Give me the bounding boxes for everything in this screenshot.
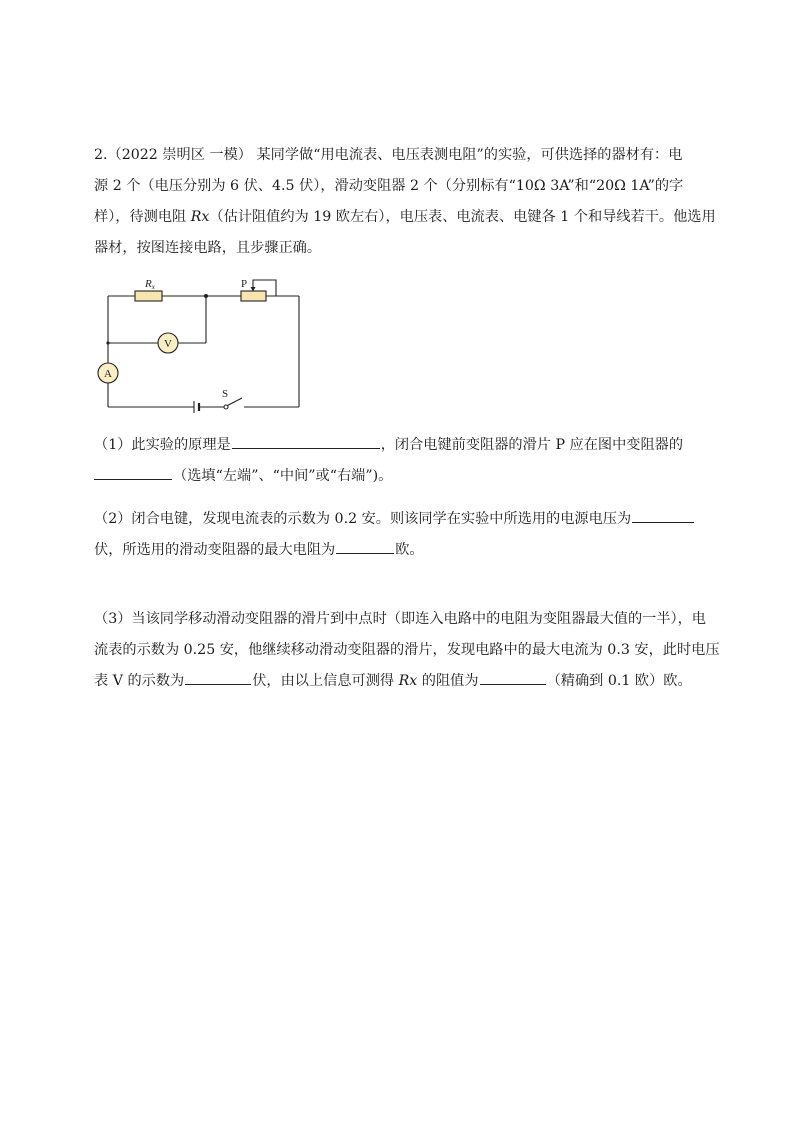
q2-line-2 <box>94 535 700 566</box>
rx-label: Rx <box>145 278 155 291</box>
sub-question-3 <box>94 604 720 697</box>
rx-symbol-q3: Rx <box>398 673 418 689</box>
q1-blank-principle[interactable] <box>232 432 380 449</box>
q1-line-1 <box>94 430 700 461</box>
q3-blank-rx-value[interactable] <box>480 668 546 685</box>
q3-line-1: （3）当该同学移动滑动变阻器的滑片到中点时（即连入电路中的电阻为变阻器最大值的一半），电 <box>94 611 706 627</box>
question-stem <box>94 140 716 264</box>
circuit-diagram <box>96 272 306 414</box>
rx-symbol: Rx <box>190 209 210 225</box>
ammeter-label: A <box>104 368 112 380</box>
sub-question-1 <box>94 430 700 492</box>
p-label: P <box>241 278 248 290</box>
q3-text-d: （精确到 0.1 欧）欧。 <box>546 673 692 689</box>
q3-text-b: 伏，由以上信息可测得 <box>252 673 399 689</box>
q3-line-2: 流表的示数为 0.25 安，他继续移动滑动变阻器的滑片，发现电路中的最大电流为 0.3 安，此时电压 <box>94 642 720 658</box>
stem-line-3 <box>94 202 716 233</box>
rheostat <box>241 291 266 301</box>
sub-question-2 <box>94 504 700 566</box>
stem-line-1: 2.（2022 崇明区 一模） 某同学做“用电流表、电压表测电阻”的实验，可供选择的器材有：电 <box>94 147 683 163</box>
q1-text-b: ，闭合电键前变阻器的滑片 P 应在图中变阻器的 <box>380 437 684 453</box>
stem-line-2: 源 2 个（电压分别为 6 伏、4.5 伏），滑动变阻器 2 个（分别标有“10Ω 3A”和“20Ω 1A”的字 <box>94 178 684 194</box>
stem-line-4: 器材，按图连接电路，且步骤正确。 <box>94 240 322 256</box>
q3-text-a: 表 V 的示数为 <box>94 673 185 689</box>
q3-text-c: 的阻值为 <box>417 673 479 689</box>
q2-text-a: （2）闭合电键，发现电流表的示数为 0.2 安。则该同学在实验中所选用的电源电压为 <box>94 511 632 527</box>
voltmeter-label: V <box>164 338 172 350</box>
q3-blank-voltmeter[interactable] <box>185 668 251 685</box>
q1-text-a: （1）此实验的原理是 <box>94 437 231 453</box>
q2-blank-resistance[interactable] <box>336 537 394 554</box>
resistor-rx <box>135 291 162 301</box>
stem-line-3-end: （估计阻值约为 19 欧左右），电压表、电流表、电键各 1 个和导线若干。他选用 <box>209 209 716 225</box>
stem-line-3-start: 样），待测电阻 <box>94 209 191 225</box>
switch-lever <box>228 398 243 406</box>
q1-blank-position[interactable] <box>94 463 172 480</box>
q2-blank-voltage[interactable] <box>632 506 694 523</box>
q1-line-2 <box>94 461 700 492</box>
q1-text-c: （选填“左端”、“中间”或“右端”)。 <box>173 468 393 484</box>
switch-contact-left <box>224 405 228 409</box>
q2-line-1 <box>94 504 700 535</box>
switch-label: S <box>222 388 229 400</box>
q3-line-3 <box>94 666 700 697</box>
q2-text-c: 欧。 <box>395 542 424 558</box>
q2-text-b: 伏，所选用的滑动变阻器的最大电阻为 <box>94 542 336 558</box>
